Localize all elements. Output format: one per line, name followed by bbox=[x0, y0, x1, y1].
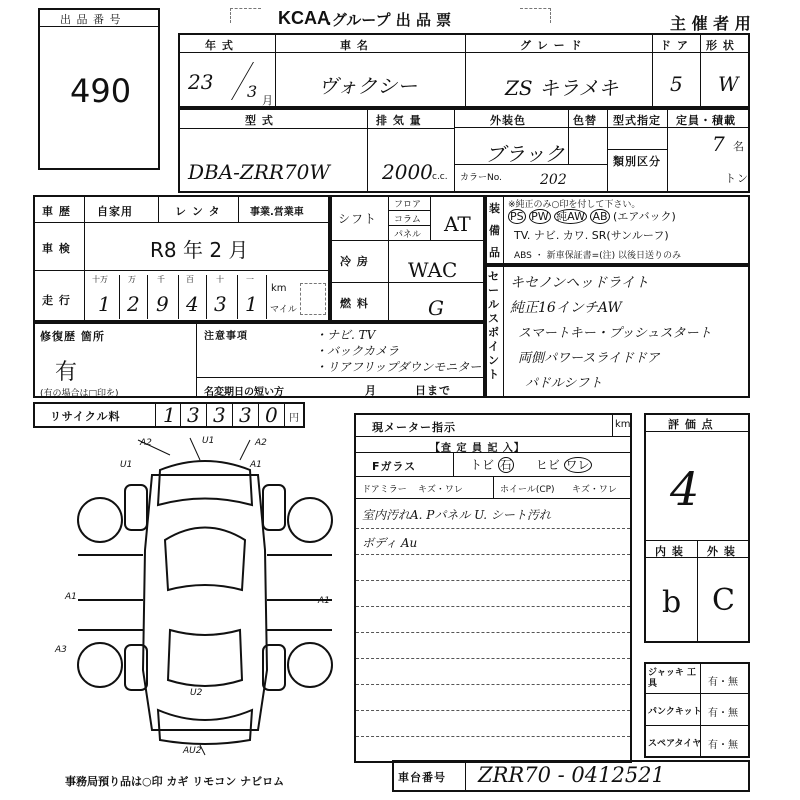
wheel-value[interactable]: キズ・ワレ bbox=[572, 485, 617, 495]
rename-month: 月 bbox=[365, 384, 377, 397]
damage-mark-2: U1 bbox=[202, 436, 215, 446]
puncture-kit-label: パンクキット bbox=[648, 707, 702, 717]
color-change-label: 色替 bbox=[573, 114, 597, 127]
caution-line-2: ・バックカメラ bbox=[315, 344, 400, 358]
mileage-unit-1: 一 bbox=[246, 275, 254, 284]
shift-column: コラム bbox=[394, 215, 421, 225]
mileage-digit-4: 4 bbox=[186, 292, 199, 316]
recycle-digit-5: 0 bbox=[265, 403, 278, 427]
rename-day: 日まで bbox=[415, 384, 451, 397]
model-code-value: DBA-ZRR70W bbox=[188, 160, 330, 184]
history-business: 事業.営業車 bbox=[250, 207, 304, 218]
logo: KCAA bbox=[278, 8, 330, 28]
door-mirror-label: ドアミラー bbox=[362, 485, 407, 495]
recycle-digit-1: 1 bbox=[163, 403, 176, 427]
damage-mark-1: A2 bbox=[140, 438, 152, 448]
f-glass-options: トビ 石 ヒビ ワレ bbox=[470, 458, 590, 472]
organizer-copy-label: 主 催 者 用 bbox=[670, 14, 751, 33]
grade-value: ZS キラメキ bbox=[505, 76, 619, 100]
damage-mark-8: A1 bbox=[250, 460, 262, 470]
caution-label: 注意事項 bbox=[204, 331, 248, 342]
car-name-label: 車 名 bbox=[340, 39, 369, 52]
recycle-digit-4: 3 bbox=[239, 403, 252, 427]
mileage-digit-3: 9 bbox=[156, 292, 169, 316]
equipment-line2: TV. ナビ. カワ. SR(サンルーフ) bbox=[514, 229, 669, 242]
model-code-label: 型 式 bbox=[245, 114, 274, 127]
damage-mark-9: U2 bbox=[190, 688, 203, 698]
sales-points-label: セ ー ル ス ポ イ ン ト bbox=[488, 270, 499, 381]
history-private: 自家用 bbox=[97, 205, 133, 218]
spare-tire-value[interactable]: 有・無 bbox=[708, 740, 738, 751]
jack-value[interactable]: 有・無 bbox=[708, 677, 738, 688]
meter-unit: km bbox=[615, 419, 631, 430]
mileage-unit-1k: 千 bbox=[157, 275, 165, 284]
displacement-unit: c.c. bbox=[432, 172, 448, 182]
mileage-digit-1: 1 bbox=[98, 292, 111, 316]
chassis-number-value: ZRR70 - 0412521 bbox=[478, 763, 665, 787]
exterior-label: 外 装 bbox=[707, 545, 736, 558]
damage-mark-10: AU2 bbox=[183, 746, 202, 756]
equipment-label-2: 備 bbox=[489, 224, 501, 237]
caution-line-1: ・ナビ. TV bbox=[315, 328, 376, 342]
door-mirror-value[interactable]: キズ・ワレ bbox=[418, 485, 463, 495]
damage-mark-3: A2 bbox=[255, 438, 267, 448]
displacement-label: 排 気 量 bbox=[376, 114, 422, 127]
lot-number-value: 490 bbox=[70, 72, 132, 110]
door-label: ド ア bbox=[660, 39, 689, 52]
damage-mark-4: A1 bbox=[65, 592, 77, 602]
type-designation-label: 型式指定 bbox=[613, 114, 661, 127]
mileage-unit-100: 百 bbox=[186, 275, 194, 284]
wheel-label: ホイール(CP) bbox=[500, 485, 555, 495]
shaken-value: R8 年 2 月 bbox=[150, 238, 249, 262]
lot-number-label: 出 品 番 号 bbox=[60, 13, 122, 26]
sales-point-1: キセノンヘッドライト bbox=[510, 275, 649, 291]
equipment-label-1: 装 bbox=[489, 202, 501, 215]
car-name-value: ヴォクシー bbox=[318, 74, 418, 98]
damage-mark-7: U1 bbox=[120, 460, 133, 470]
capacity-unit: 名 bbox=[733, 140, 745, 153]
inspector-note-1: 室内汚れA. Pパネル U. シート汚れ bbox=[362, 508, 551, 522]
equipment-line3: ABS ・ 新車保証書=(注) 以後日送りのみ bbox=[514, 251, 682, 261]
sales-point-3: スマートキー・プッシュスタート bbox=[518, 326, 712, 341]
puncture-kit-value[interactable]: 有・無 bbox=[708, 708, 738, 719]
equip-ab[interactable]: AB bbox=[592, 210, 608, 223]
inspector-note-2: ボディ Au bbox=[362, 536, 418, 550]
shift-panel: パネル bbox=[394, 230, 422, 240]
caution-line-3: ・リアフリップダウンモニター bbox=[315, 360, 482, 374]
repair-history-value: 有 bbox=[55, 360, 78, 385]
ac-label: 冷 房 bbox=[340, 255, 369, 268]
grade-label: グ レ ー ド bbox=[520, 39, 583, 52]
rename-deadline-label: 名変期日の短い方 bbox=[204, 387, 284, 398]
month-value: 3 bbox=[247, 82, 258, 101]
damage-mark-5: A1 bbox=[318, 596, 330, 606]
jack-label: ジャッキ 工 具 bbox=[648, 668, 696, 689]
meter-label: 現メーター指示 bbox=[372, 421, 456, 434]
year-label: 年 式 bbox=[205, 39, 234, 52]
equip-aw[interactable]: 純AW bbox=[556, 210, 585, 223]
inspector-label: 【査 定 員 記 入】 bbox=[430, 443, 525, 454]
exterior-value: C bbox=[712, 583, 735, 618]
office-items-note: 事務局預り品は○印 カギ リモコン ナビロム bbox=[65, 775, 285, 788]
capacity-value: 7 bbox=[712, 132, 725, 156]
mileage-mile-unit: マイル bbox=[270, 305, 297, 315]
load-unit: トン bbox=[725, 172, 749, 185]
year-value: 23 bbox=[188, 70, 214, 94]
equipment-line1 bbox=[508, 208, 676, 224]
f-glass-label: Fガラス bbox=[372, 460, 417, 473]
shape-label: 形 状 bbox=[706, 39, 735, 52]
month-unit: 月 bbox=[262, 94, 273, 107]
mileage-km-unit: km bbox=[271, 283, 287, 294]
mileage-digit-5: 3 bbox=[214, 292, 227, 316]
fuel-label: 燃 料 bbox=[340, 297, 369, 310]
sales-point-2: 純正16インチAW bbox=[510, 300, 622, 316]
repair-history-label: 修復歴 箇所 bbox=[40, 330, 105, 343]
interior-value: b bbox=[662, 585, 682, 620]
recycle-fee-label: リサイクル料 bbox=[50, 410, 121, 423]
sales-point-4: 両側パワースライドドア bbox=[518, 351, 660, 366]
car-damage-diagram bbox=[70, 430, 340, 760]
sheet-title: .グループ 出 品 票 bbox=[326, 11, 452, 29]
exterior-color-value: ブラック bbox=[485, 142, 565, 166]
sales-point-5: パドルシフト bbox=[525, 376, 603, 391]
mileage-unit-10: 十 bbox=[216, 275, 224, 284]
history-label: 車 歴 bbox=[42, 205, 71, 218]
color-number-label: カラーNo. bbox=[460, 173, 502, 183]
capacity-label: 定員・積載 bbox=[676, 114, 736, 127]
shift-label: シフト bbox=[338, 212, 378, 226]
recycle-digit-2: 3 bbox=[187, 403, 200, 427]
shape-value: W bbox=[718, 72, 739, 96]
equipment-label-3: 品 bbox=[489, 246, 501, 259]
equip-pw[interactable]: PW bbox=[531, 210, 549, 223]
interior-label: 内 装 bbox=[655, 545, 684, 558]
equipment-note: ※純正のみ○印を付して下さい。 bbox=[508, 200, 641, 210]
ac-value: WAC bbox=[408, 258, 458, 282]
shift-floor: フロア bbox=[394, 200, 422, 210]
damage-mark-6: A3 bbox=[55, 645, 67, 655]
color-number-value: 202 bbox=[540, 172, 567, 188]
mileage-label: 走 行 bbox=[42, 294, 71, 307]
mileage-unit-100k: 十万 bbox=[92, 275, 108, 284]
door-value: 5 bbox=[670, 72, 683, 96]
mile-checkbox[interactable] bbox=[300, 283, 326, 315]
equip-ab-note: (エアバック) bbox=[613, 210, 676, 223]
chassis-number-label: 車台番号 bbox=[398, 771, 446, 784]
spare-tire-label: スペアタイヤ bbox=[648, 739, 702, 749]
exterior-color-label: 外装色 bbox=[490, 114, 526, 127]
grade-score-label: 評 価 点 bbox=[668, 418, 714, 431]
recycle-digit-3: 3 bbox=[213, 403, 226, 427]
displacement-value: 2000 bbox=[382, 160, 433, 184]
mileage-digit-6: 1 bbox=[245, 292, 258, 316]
recycle-fee-unit: 円 bbox=[289, 413, 299, 424]
fuel-value: G bbox=[428, 296, 444, 320]
history-rental: レ ン タ bbox=[175, 205, 221, 218]
grade-score-value: 4 bbox=[670, 462, 700, 516]
shaken-label: 車 検 bbox=[42, 242, 71, 255]
mileage-unit-10k: 万 bbox=[128, 275, 136, 284]
repair-history-note: (有の場合は□印を) bbox=[40, 389, 119, 399]
shift-value: AT bbox=[444, 212, 471, 236]
mileage-digit-2: 2 bbox=[127, 292, 140, 316]
class-label: 類別区分 bbox=[613, 155, 661, 168]
equip-ps[interactable]: PS bbox=[510, 210, 524, 223]
